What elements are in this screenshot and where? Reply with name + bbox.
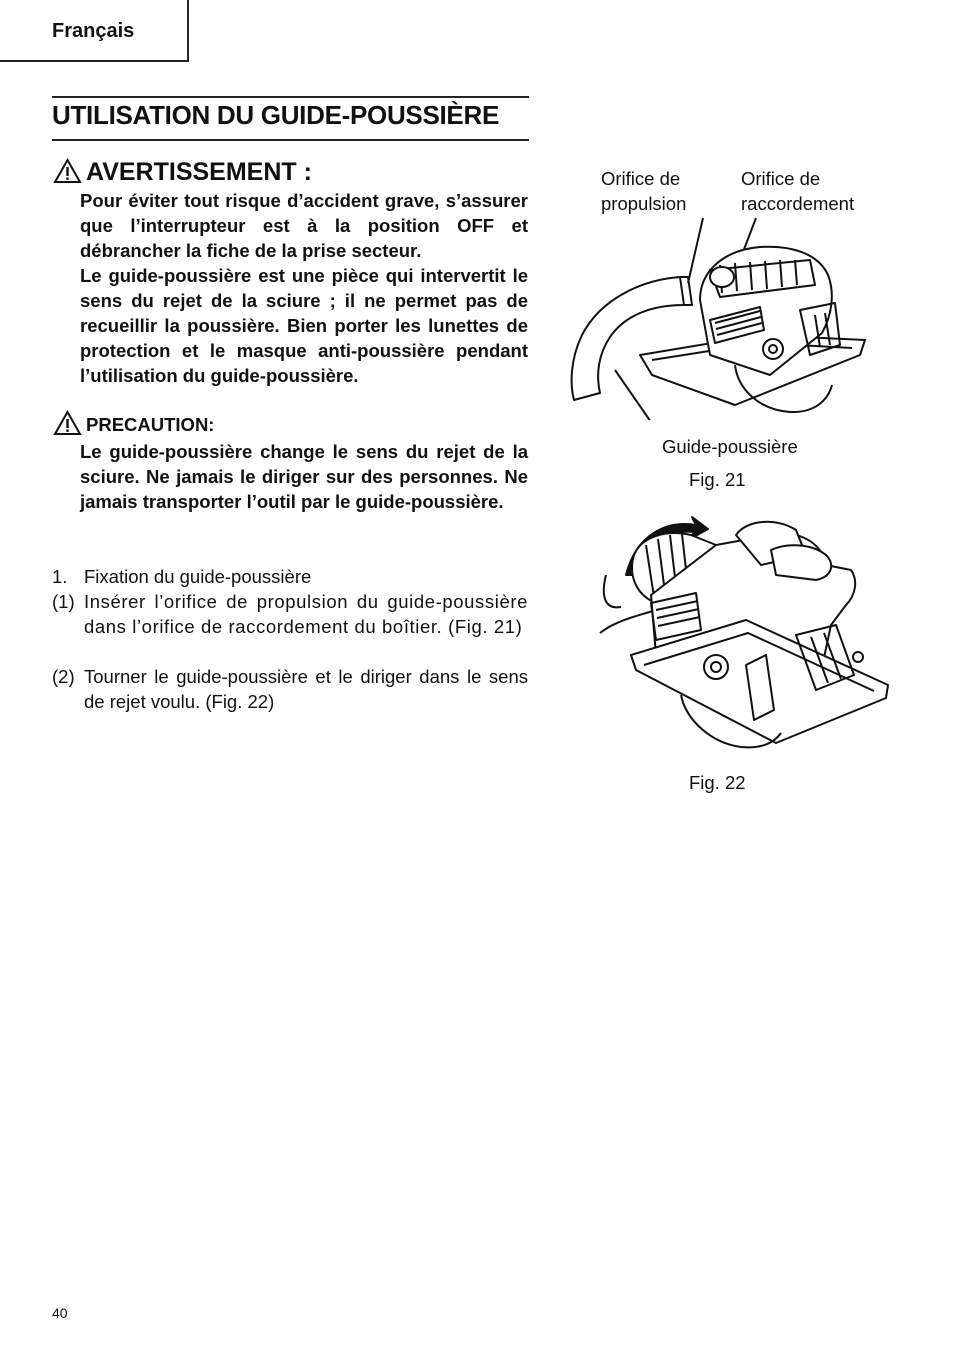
fig22-caption: Fig. 22 bbox=[689, 772, 746, 793]
substep-2-number: (2) bbox=[52, 666, 75, 687]
substep-1-number: (1) bbox=[52, 591, 75, 612]
warning-paragraph-1: Pour éviter tout risque d’accident grave, s’assurer que l’interrupteur est à la position OFF et débrancher la fiche de la prise secteur. bbox=[80, 190, 528, 261]
fig21-label-propulsion-line1: Orifice de bbox=[601, 168, 681, 189]
fig21-label-raccordement-line1: Orifice de bbox=[741, 168, 821, 189]
step-1-number: 1. bbox=[52, 566, 68, 587]
fig21-circular-saw-illustration bbox=[560, 215, 880, 420]
caution-triangle-icon bbox=[53, 410, 82, 436]
caution-paragraph: Le guide-poussière change le sens du rejet de la sciure. Ne jamais le diriger sur des personnes. Ne jamais transporter l’outil par le guide-poussière. bbox=[80, 441, 528, 512]
fig22-circular-saw-rotation-illustration bbox=[596, 515, 894, 750]
language-tab bbox=[0, 0, 189, 62]
fig21-label-propulsion-line2: propulsion bbox=[601, 193, 687, 214]
fig21-label-raccordement-line2: raccordement bbox=[741, 193, 855, 214]
section-title: UTILISATION DU GUIDE-POUSSIÈRE bbox=[52, 100, 499, 130]
warning-title: AVERTISSEMENT : bbox=[86, 158, 312, 186]
substep-2-text: Tourner le guide-poussière et le diriger dans le sens de rejet voulu. (Fig. 22) bbox=[84, 666, 528, 712]
step-1-title: Fixation du guide-poussière bbox=[84, 566, 312, 587]
substep-1-text: Insérer l’orifice de propulsion du guide-poussière dans l’orifice de raccordement du boîtier. (Fig. 21) bbox=[84, 591, 528, 637]
heading-top-rule bbox=[52, 96, 529, 98]
fig21-caption: Fig. 21 bbox=[689, 469, 746, 490]
language-label: Français bbox=[52, 20, 135, 42]
caution-title: PRECAUTION: bbox=[86, 414, 215, 435]
warning-paragraph-2: Le guide-poussière est une pièce qui intervertit le sens du rejet de la sciure ; il ne permet pas de recueillir la poussière. Bien porter les lunettes de protection et le masque anti-poussière pendant l’utilisation du guide-poussière. bbox=[80, 265, 528, 386]
heading-bottom-rule bbox=[52, 139, 529, 141]
warning-triangle-icon bbox=[53, 158, 82, 184]
fig21-label-guide: Guide-poussière bbox=[662, 436, 798, 457]
page-number: 40 bbox=[52, 1305, 68, 1321]
